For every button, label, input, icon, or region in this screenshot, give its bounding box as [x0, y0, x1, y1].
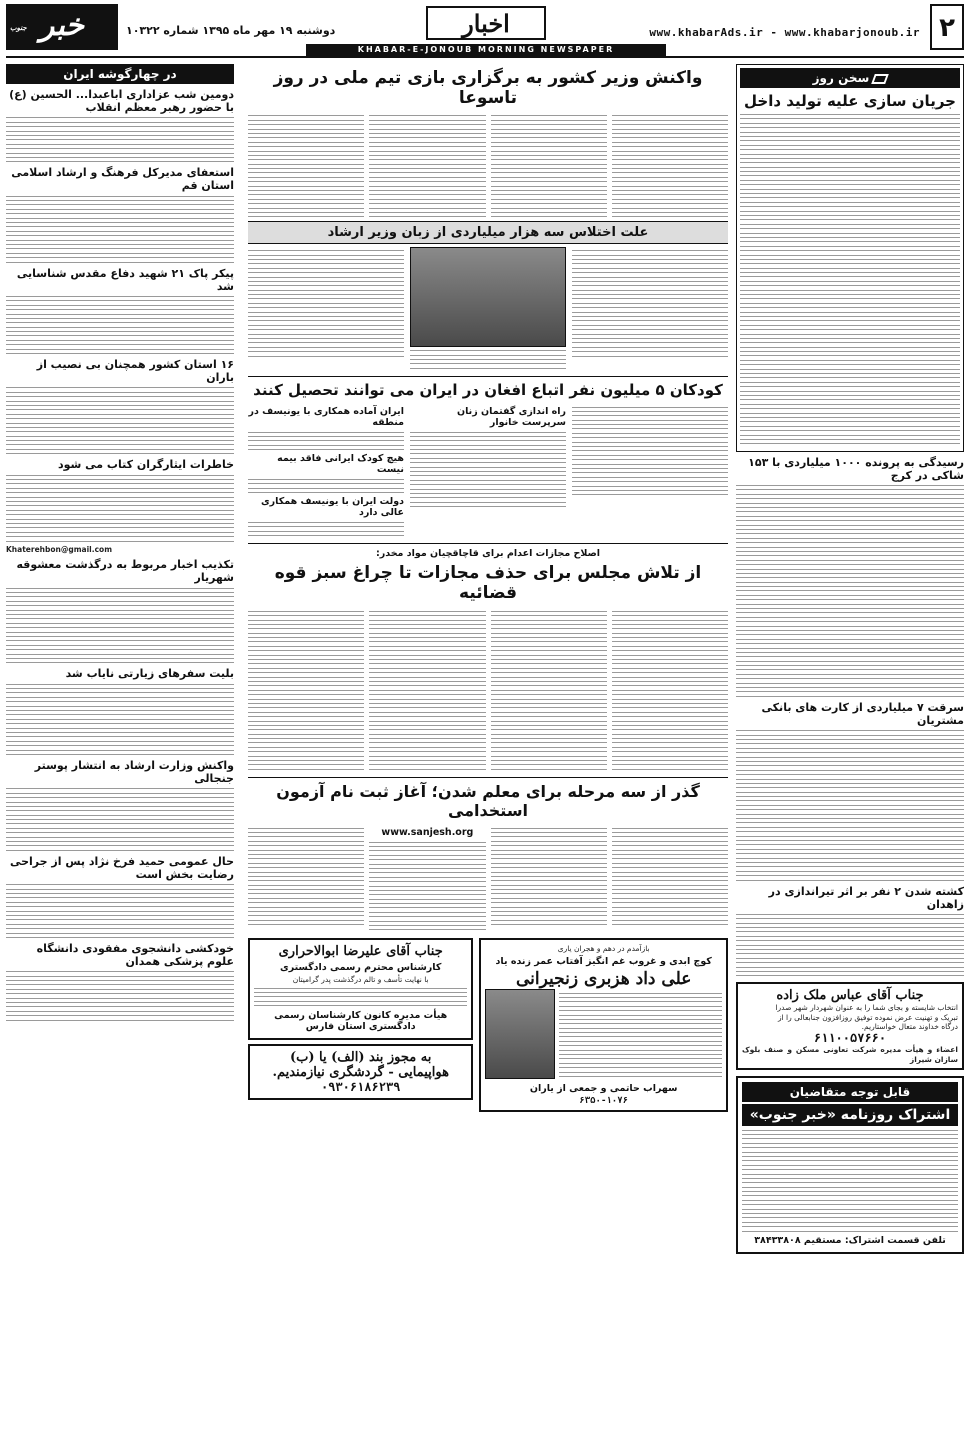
- job-ad-title: به مجوز بند (الف) یا (ب): [289, 1049, 432, 1065]
- ads-row: [248, 938, 728, 1113]
- header-urls[interactable]: www.khabarAds.ir - www.khabarjonoub.ir: [649, 26, 920, 39]
- condolence-text: با نهایت تأسف و تالم درگذشت پدر گرامیتان: [292, 974, 429, 984]
- article-body: [248, 403, 728, 539]
- obit-kicker: بازآمدم در دهم و هجران یاری: [557, 943, 650, 953]
- page-header: [6, 4, 964, 58]
- right-column: [736, 64, 964, 1427]
- editorial-box: [736, 64, 964, 452]
- news-title: پیکر پاک ۲۱ شهید دفاع مقدس شناسایی شد: [16, 266, 234, 293]
- news-title: استعفای مدیرکل فرهنگ و ارشاد اسلامی استان قم: [11, 166, 234, 193]
- obit-photo: [485, 989, 555, 1079]
- article-title: رسیدگی به پرونده ۱۰۰۰ میلیاردی با ۱۵۳ شاکی در کرج: [748, 455, 964, 482]
- subscription-text: [742, 1130, 958, 1232]
- headline: گذر از سه مرحله برای معلم شدن؛ آغاز ثبت نام آزمون استخدامی: [276, 782, 700, 821]
- ad-line: تبریک و تهنیت عرض نموده توفیق روزافزون جنابعالی را از: [777, 1012, 958, 1022]
- newspaper-logo: [6, 4, 118, 50]
- condolence-ad: [248, 938, 473, 1040]
- left-column: [6, 64, 234, 1427]
- subscription-head: قابل توجه متقاضیان: [742, 1082, 958, 1102]
- section-title: اخبار: [426, 6, 546, 40]
- ad-line: انتخاب شایسته و بجای شما را به عنوان شهردار شهر صدرا: [775, 1003, 958, 1013]
- headline-banner: علت اختلاس سه هزار میلیاردی از زبان وزیر ارشاد: [248, 221, 728, 244]
- news-title: حال عمومی حمید فرخ نژاد پس از جراحی رضایت بخش است: [9, 854, 234, 881]
- news-title: تکذیب اخبار مربوط به درگذشت معشوقه شهریار: [16, 558, 234, 585]
- ad-phone: ۶۱۱۰۰۵۷۶۶۰: [813, 1031, 887, 1046]
- article-body: [248, 824, 728, 934]
- editorial-label: سخن روز: [740, 68, 960, 88]
- job-ad: [248, 1044, 473, 1100]
- article-body: [248, 112, 728, 221]
- obit-kicker2: کوچ ابدی و غروب غم انگیز آفتاب عمر زنده یاد: [495, 956, 712, 968]
- pen-icon: [872, 74, 890, 84]
- subheading: ایران آماده همکاری با یونیسف در منطقه: [248, 406, 404, 429]
- news-title: واکنش وزارت ارشاد به انتشار پوستر جنجالی: [34, 758, 234, 785]
- page-number: ۲: [930, 4, 964, 50]
- article-text: [736, 485, 964, 697]
- subscription-title: اشتراک روزنامه «خبر جنوب»: [742, 1104, 958, 1126]
- middle-column: [248, 64, 728, 1427]
- news-title: ۱۶ استان کشور همچنان بی نصیب از باران: [36, 358, 234, 385]
- article-text: [736, 730, 964, 880]
- news-title: خاطرات ایثارگران کتاب می شود: [57, 458, 234, 472]
- news-title: بلیت سفرهای زیارتی نایاب شد: [65, 667, 234, 681]
- issue-date: دوشنبه ۱۹ مهر ماه ۱۳۹۵ شماره ۱۰۳۲۲: [126, 24, 336, 37]
- editorial-text: [740, 114, 960, 444]
- headline: کودکان ۵ میلیون نفر اتباع افغان در ایران می توانند تحصیل کنند: [253, 381, 723, 400]
- condolence-sign: هیأت مدیره کانون کارشناسان رسمی دادگستری استان فارس: [274, 1009, 448, 1032]
- congrats-ad: [736, 982, 964, 1070]
- subscription-ad: [736, 1076, 964, 1254]
- logo-text: خبر: [39, 8, 85, 43]
- article-title: کشته شدن ۲ نفر بر اثر تیراندازی در زاهدان: [768, 884, 964, 911]
- ad-signature: اعضاء و هیأت مدیره شرکت تعاونی مسکن و صنف بلوک سازان شیراز: [742, 1045, 958, 1064]
- news-title: دومین شب عزاداری اباعبدا... الحسین (ع) با حضور رهبر معظم انقلاب: [9, 88, 234, 114]
- left-ads: [248, 938, 473, 1113]
- article-body: [248, 247, 728, 372]
- obit-phone: ۶۳۵۰-۱۰۷۶: [579, 1096, 629, 1107]
- subscription-phone: تلفن قسمت اشتراک: مستقیم ۳۸۴۳۳۸۰۸: [754, 1235, 946, 1246]
- article-body: [248, 607, 728, 773]
- minister-photo: [410, 247, 566, 347]
- subheading: هیچ کودک ایرانی فاقد بیمه نیست: [277, 453, 404, 476]
- subheading: راه اندازی گفتمان زنان سرپرست خانوار: [457, 406, 566, 429]
- logo-sub: جنوب: [10, 23, 27, 32]
- job-ad-phone: ۰۹۳۰۶۱۸۶۲۳۹: [320, 1079, 401, 1094]
- news-title: خودکشی دانشجوی مفقودی دانشگاه علوم پزشکی همدان: [36, 941, 234, 968]
- condolence-title: جناب آقای علیرضا ابوالاحراری: [278, 943, 443, 959]
- section-label: در چهارگوشه ایران: [6, 64, 234, 84]
- kicker: اصلاح مجازات اعدام برای قاچاقچیان مواد مخدر:: [375, 548, 601, 560]
- obit-signature: سهراب حاتمی و جمعی از یاران: [529, 1083, 678, 1095]
- english-strip: KHABAR-E-JONOUB MORNING NEWSPAPER: [306, 44, 666, 56]
- obituary-ad: [479, 938, 728, 1113]
- subheading: دولت ایران با یونیسف همکاری عالی دارد: [260, 496, 404, 519]
- headline: از تلاش مجلس برای حذف مجازات تا چراغ سبز قوه قضائیه: [274, 563, 702, 604]
- headline: واکنش وزیر کشور به برگزاری بازی تیم ملی در روز تاسوعا: [273, 68, 703, 108]
- condolence-sub: کارشناس محترم رسمی دادگستری: [280, 961, 442, 973]
- obit-name: علی داد هزبری زنجیرانی: [515, 969, 692, 990]
- ad-line: درگاه خداوند متعال خواستاریم.: [861, 1022, 958, 1032]
- article-text: [736, 914, 964, 976]
- ad-title: جناب آقای عباس ملک زاده: [776, 988, 924, 1004]
- job-ad-line: هواپیمایی - گردشگری نیازمندیم.: [272, 1064, 449, 1080]
- editorial-title: جریان سازی علیه تولید داخل: [744, 92, 956, 110]
- website-link[interactable]: www.sanjesh.org: [381, 827, 474, 839]
- email-link[interactable]: Khaterehbon@gmail.com: [6, 544, 113, 554]
- article-title: سرقت ۷ میلیاردی از کارت های بانکی مشتریان: [761, 700, 964, 727]
